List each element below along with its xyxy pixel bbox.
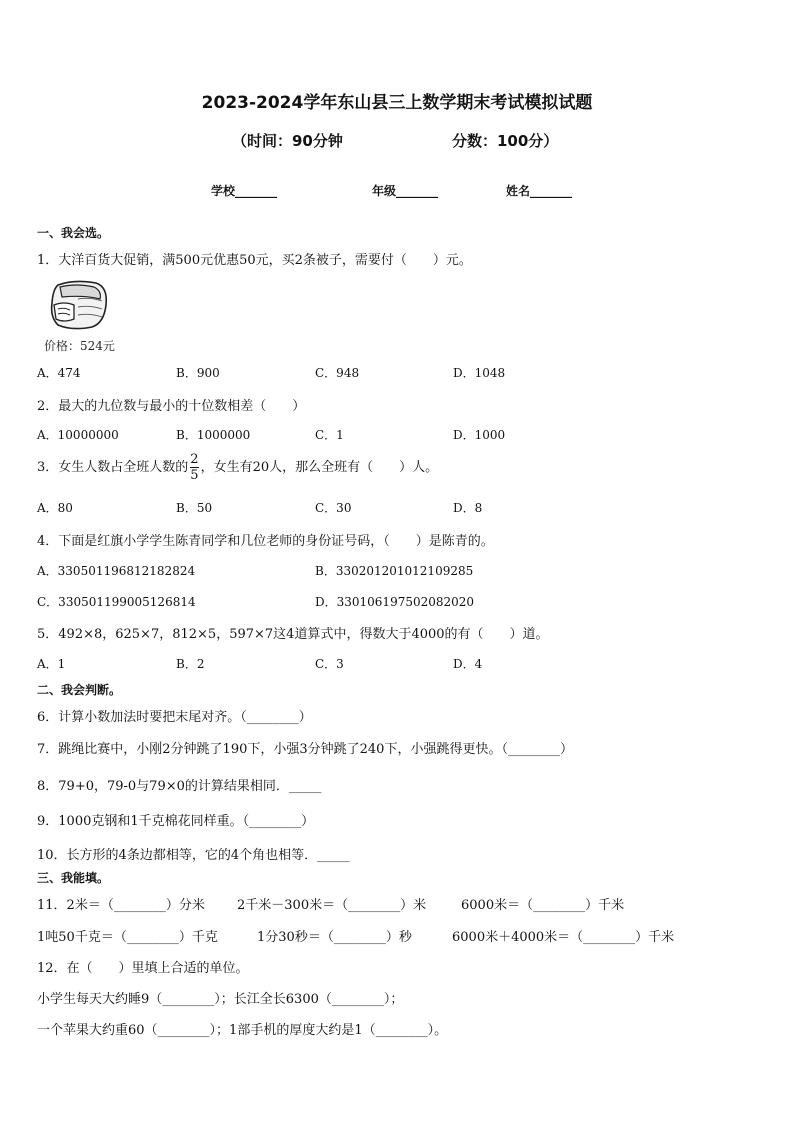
q3-option-b: B．50: [176, 501, 213, 515]
q11-line1-part2: 2千米－300米＝（________）米: [237, 898, 427, 913]
total-score: 分数：100分）: [452, 132, 559, 150]
grade-field: 年级_______: [372, 184, 439, 198]
question-9: 9．1000克钢和1千克棉花同样重。（________）: [37, 814, 315, 829]
q1-option-b: B．900: [176, 366, 220, 380]
question-10: 10．长方形的4条边都相等，它的4个角也相等．_____: [37, 848, 350, 863]
section-heading-judge: 二、我会判断。: [37, 683, 122, 697]
q1-option-d: D．1048: [453, 366, 506, 380]
q5-option-a: A．1: [37, 657, 66, 671]
question-6: 6．计算小数加法时要把末尾对齐。（________）: [37, 710, 312, 725]
q11-line2-part3: 6000米＋4000米＝（________）千米: [452, 930, 675, 945]
fraction-denominator: 5: [190, 468, 199, 483]
q3-option-d: D．8: [453, 501, 483, 515]
q3-text-before: 3．女生人数占全班人数的: [37, 460, 189, 475]
exam-title: 2023-2024学年东山县三上数学期末考试模拟试题: [201, 93, 593, 113]
question-5: 5．492×8，625×7，812×5，597×7这4道算式中，得数大于4000的有（ ）道。: [37, 627, 549, 642]
name-field: 姓名_______: [506, 184, 573, 198]
q1-option-c: C．948: [315, 366, 360, 380]
q4-option-a: A．330501196812182824: [37, 564, 196, 578]
q4-option-c: C．330501199005126814: [37, 595, 196, 609]
q3-option-a: A．80: [37, 501, 73, 515]
q2-option-d: D．1000: [453, 428, 506, 442]
q3-text-after: ，女生有20人，那么全班有（ ）人。: [200, 460, 439, 475]
q1-option-a: A．474: [37, 366, 81, 380]
q2-option-a: A．10000000: [37, 428, 119, 442]
fraction: [190, 452, 198, 483]
q5-option-d: D．4: [453, 657, 483, 671]
school-field: 学校_______: [211, 184, 278, 198]
question-4: 4．下面是红旗小学学生陈青同学和几位老师的身份证号码，（ ）是陈青的。: [37, 534, 494, 549]
q5-option-c: C．3: [315, 657, 344, 671]
question-2: 2．最大的九位数与最小的十位数相差（ ）: [37, 399, 306, 414]
q2-option-b: B．1000000: [176, 428, 251, 442]
q12-line2: 一个苹果大约重60（________）；1部手机的厚度大约是1（________）。: [37, 1023, 448, 1038]
q11-line1-part3: 6000米＝（________）千米: [461, 898, 625, 913]
q11-line2-part1: 1吨50千克＝（________）千克: [37, 930, 218, 945]
q4-option-b: B．330201201012109285: [315, 564, 474, 578]
q11-line2-part2: 1分30秒＝（________）秒: [257, 930, 412, 945]
q2-option-c: C．1: [315, 428, 344, 442]
section-heading-choose: 一、我会选。: [37, 226, 110, 240]
q4-option-d: D．330106197502082020: [315, 595, 475, 609]
q12-line1: 小学生每天大约睡9（________）；长江全长6300（________）；: [37, 992, 404, 1007]
question-1: 1．大洋百货大促销，满500元优惠50元，买2条被子，需要付（ ）元。: [37, 253, 472, 268]
section-heading-fill: 三、我能填。: [37, 871, 110, 885]
time-limit: （时间：90分钟: [232, 132, 343, 150]
question-12: 12．在（ ）里填上合适的单位。: [37, 961, 249, 976]
q5-option-b: B．2: [176, 657, 205, 671]
fraction-numerator: 2: [190, 452, 199, 467]
question-8: 8．79+0，79-0与79×0的计算结果相同．_____: [37, 779, 322, 794]
question-3: [37, 452, 438, 483]
quilt-image: [44, 277, 114, 333]
price-label: 价格：524元: [44, 339, 115, 353]
q11-line1-part1: 11．2米＝（________）分米: [37, 898, 205, 913]
question-7: 7．跳绳比赛中，小刚2分钟跳了190下，小强3分钟跳了240下，小强跳得更快。（________）: [37, 742, 573, 757]
q3-option-c: C．30: [315, 501, 352, 515]
